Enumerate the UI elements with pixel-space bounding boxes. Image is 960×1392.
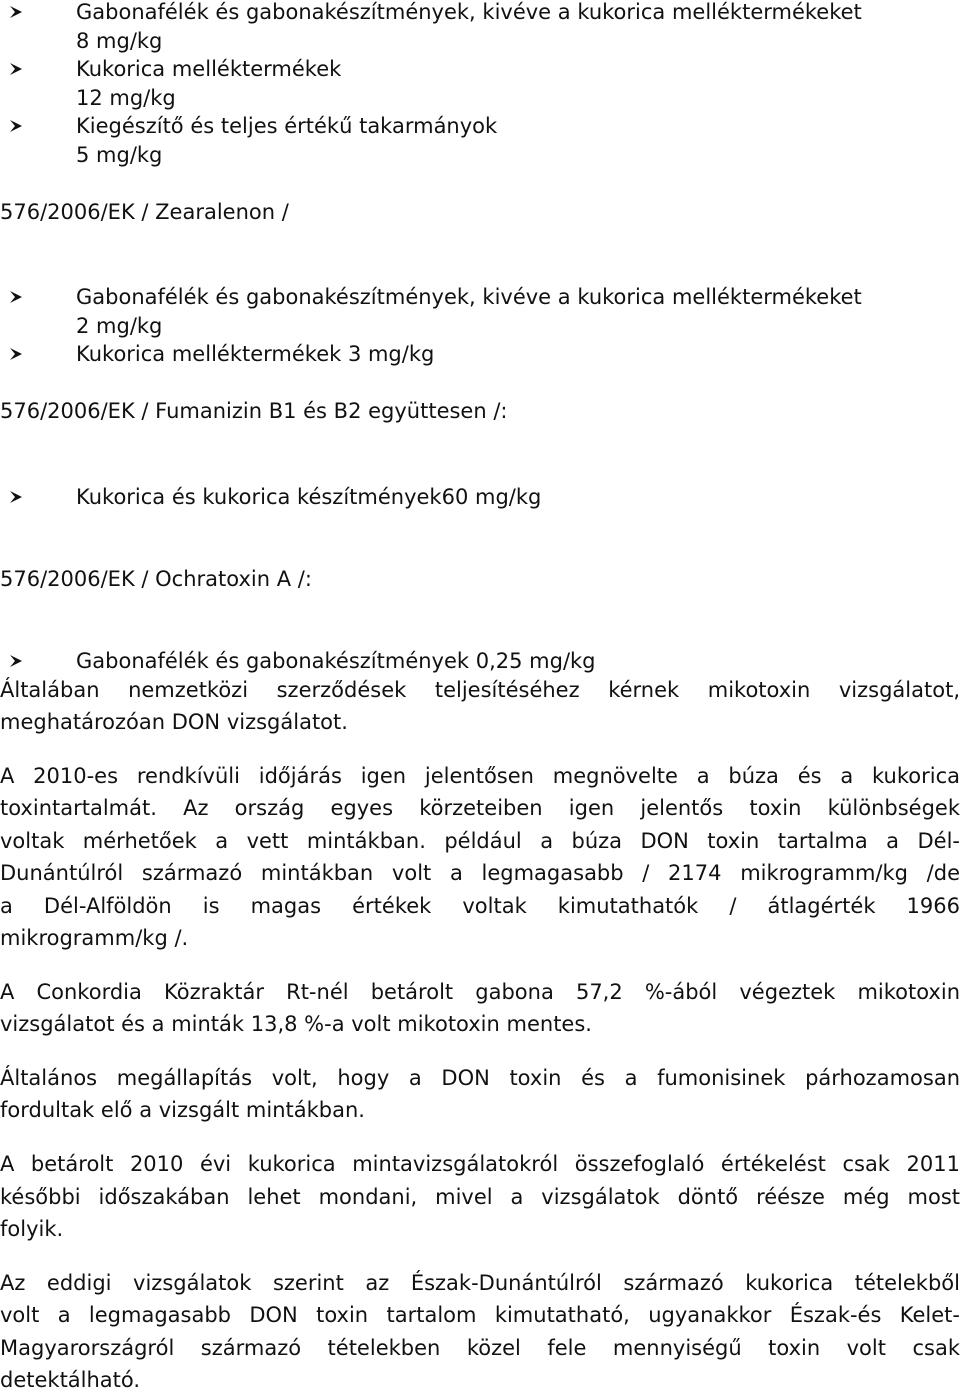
bullet-value: 2 mg/kg: [76, 314, 163, 338]
arrow-bullet-icon: [9, 5, 23, 19]
paragraph-line: volt a legmagasabb DON toxin tartalom kimutatható, ugyanakkor Észak-és Kelet-: [0, 1303, 960, 1327]
bullet-value: 8 mg/kg: [76, 29, 163, 53]
paragraph-line: Az eddigi vizsgálatok szerint az Észak-Dunántúlról származó kukorica tételekből: [0, 1271, 960, 1295]
bullet-text: Kukorica melléktermékek 3 mg/kg: [76, 342, 435, 366]
paragraph-line: vizsgálatot és a minták 13,8 %-a volt mikotoxin mentes.: [0, 1012, 592, 1036]
section-heading: 576/2006/EK / Zearalenon /: [0, 200, 289, 224]
paragraph-line: Magyarországról származó tételekben közel fele mennyiségű toxin volt csak: [0, 1336, 960, 1360]
arrow-bullet-icon: [9, 654, 23, 668]
paragraph-line: voltak mérhetőek a vett mintákban. például a búza DON toxin tartalma a Dél-: [0, 829, 960, 853]
section-heading: 576/2006/EK / Fumanizin B1 és B2 együttesen /:: [0, 399, 508, 423]
paragraph-line: későbbi időszakában lehet mondani, mivel a vizsgálatok döntő réésze még most: [0, 1185, 960, 1209]
paragraph-line: meghatározóan DON vizsgálatot.: [0, 710, 348, 734]
bullet-text: Kukorica és kukorica készítmények60 mg/kg: [76, 485, 542, 509]
paragraph-line: a Dél-Alföldön is magas értékek voltak kimutathatók / átlagérték 1966: [0, 894, 960, 918]
paragraph-line: mikrogramm/kg /.: [0, 926, 189, 950]
bullet-text: Gabonafélék és gabonakészítmények, kivéve a kukorica melléktermékeket: [76, 0, 862, 24]
bullet-text: Kiegészítő és teljes értékű takarmányok: [76, 114, 498, 138]
bullet-text: Gabonafélék és gabonakészítmények 0,25 mg/kg: [76, 649, 596, 673]
paragraph-line: folyik.: [0, 1217, 64, 1241]
paragraph-line: Dunántúlról származó mintákban volt a legmagasabb / 2174 mikrogramm/kg /de: [0, 861, 960, 885]
bullet-text: Kukorica melléktermékek: [76, 57, 342, 81]
paragraph-line: A 2010-es rendkívüli időjárás igen jelentősen megnövelte a búza és a kukorica: [0, 764, 960, 788]
arrow-bullet-icon: [9, 490, 23, 504]
bullet-text: Gabonafélék és gabonakészítmények, kivéve a kukorica melléktermékeket: [76, 285, 862, 309]
arrow-bullet-icon: [9, 347, 23, 361]
bullet-value: 5 mg/kg: [76, 143, 163, 167]
paragraph-line: Általános megállapítás volt, hogy a DON toxin és a fumonisinek párhozamosan: [0, 1066, 960, 1090]
arrow-bullet-icon: [9, 290, 23, 304]
arrow-bullet-icon: [9, 62, 23, 76]
paragraph-line: detektálható.: [0, 1368, 141, 1392]
bullet-value: 12 mg/kg: [76, 86, 176, 110]
arrow-bullet-icon: [9, 119, 23, 133]
paragraph-line: A betárolt 2010 évi kukorica mintavizsgálatokról összefoglaló értékelést csak 2011: [0, 1152, 960, 1176]
paragraph-line: toxintartalmát. Az ország egyes körzeteiben igen jelentős toxin különbségek: [0, 796, 960, 820]
paragraph-line: Általában nemzetközi szerződések teljesítéséhez kérnek mikotoxin vizsgálatot,: [0, 678, 960, 702]
section-heading: 576/2006/EK / Ochratoxin A /:: [0, 567, 312, 591]
paragraph-line: A Conkordia Közraktár Rt-nél betárolt gabona 57,2 %-ából végeztek mikotoxin: [0, 980, 960, 1004]
paragraph-line: fordultak elő a vizsgált mintákban.: [0, 1098, 365, 1122]
